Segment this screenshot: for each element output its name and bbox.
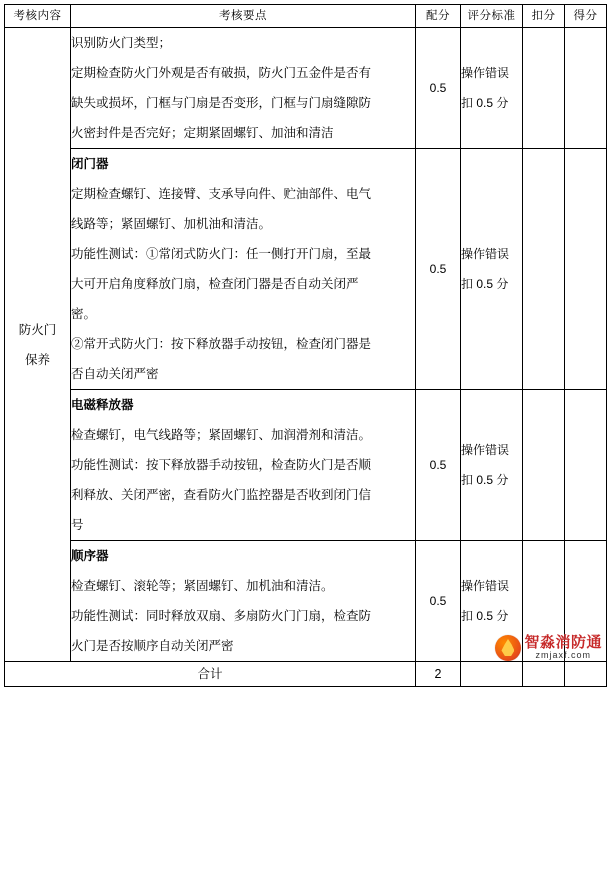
points-line: 功能性测试：按下释放器手动按钮，检查防火门是否顺 bbox=[71, 458, 372, 472]
score-cell: 0.5 bbox=[416, 541, 461, 662]
criteria-line: 扣 0.5 分 bbox=[461, 609, 509, 623]
criteria-line: 操作错误 bbox=[461, 443, 510, 457]
header-cell-result: 得分 bbox=[565, 5, 607, 28]
deduction-cell[interactable] bbox=[523, 28, 565, 149]
points-line: 号 bbox=[71, 518, 84, 532]
points-line: 检查螺钉，电气线路等；紧固螺钉、加润滑剂和清洁。 bbox=[71, 428, 372, 442]
points-line: 缺失或损坏，门框与门扇是否变形，门框与门扇缝隙防 bbox=[71, 96, 372, 110]
points-cell bbox=[71, 28, 416, 149]
criteria-cell bbox=[461, 28, 523, 149]
row-label-line2: 保养 bbox=[24, 352, 50, 367]
total-criteria bbox=[461, 662, 523, 687]
row-label-line1: 防火门 bbox=[18, 322, 57, 337]
header-cell-deduction: 扣分 bbox=[523, 5, 565, 28]
points-subtitle: 闭门器 bbox=[71, 157, 109, 171]
header-cell-points: 考核要点 bbox=[71, 5, 416, 28]
points-line: 火门是否按顺序自动关闭严密 bbox=[71, 639, 234, 653]
criteria-line: 扣 0.5 分 bbox=[461, 277, 509, 291]
total-score: 2 bbox=[416, 662, 461, 687]
points-line: 识别防火门类型； bbox=[71, 36, 172, 50]
criteria-cell bbox=[461, 149, 523, 390]
points-line: 功能性测试：同时释放双扇、多扇防火门门扇，检查防 bbox=[71, 609, 372, 623]
assessment-table bbox=[4, 4, 607, 687]
table-row bbox=[5, 149, 607, 390]
deduction-cell[interactable] bbox=[523, 149, 565, 390]
criteria-line: 操作错误 bbox=[461, 247, 510, 261]
score-cell: 0.5 bbox=[416, 390, 461, 541]
document-page bbox=[4, 4, 606, 687]
points-subtitle: 顺序器 bbox=[71, 549, 109, 563]
score-cell: 0.5 bbox=[416, 28, 461, 149]
deduction-cell[interactable] bbox=[523, 390, 565, 541]
points-line: 定期检查防火门外观是否有破损，防火门五金件是否有 bbox=[71, 66, 372, 80]
result-cell[interactable] bbox=[565, 390, 607, 541]
table-row bbox=[5, 541, 607, 662]
points-line: 否自动关闭严密 bbox=[71, 367, 159, 381]
points-subtitle: 电磁释放器 bbox=[71, 398, 134, 412]
points-line: 密。 bbox=[71, 307, 97, 321]
criteria-cell bbox=[461, 390, 523, 541]
points-line: 线路等；紧固螺钉、加机油和清洁。 bbox=[71, 217, 272, 231]
criteria-line: 操作错误 bbox=[461, 579, 510, 593]
points-line: 功能性测试：①常闭式防火门：任一侧打开门扇，至最 bbox=[71, 247, 372, 261]
total-deduction[interactable] bbox=[523, 662, 565, 687]
row-label-fire-door-maintenance bbox=[5, 28, 71, 662]
points-cell bbox=[71, 390, 416, 541]
watermark-domain: zmjaxf.com bbox=[535, 650, 591, 661]
points-line: 定期检查螺钉、连接臂、支承导向件、贮油部件、电气 bbox=[71, 187, 372, 201]
deduction-cell[interactable] bbox=[523, 541, 565, 662]
header-cell-content: 考核内容 bbox=[5, 5, 71, 28]
total-label: 合计 bbox=[5, 662, 416, 687]
points-line: 大可开启角度释放门扇，检查闭门器是否自动关闭严 bbox=[71, 277, 359, 291]
header-cell-score: 配分 bbox=[416, 5, 461, 28]
table-header-row bbox=[5, 5, 607, 28]
points-line: ②常开式防火门：按下释放器手动按钮，检查闭门器是 bbox=[71, 337, 372, 351]
total-result[interactable] bbox=[565, 662, 607, 687]
result-cell[interactable] bbox=[565, 541, 607, 662]
criteria-line: 操作错误 bbox=[461, 66, 510, 80]
score-cell: 0.5 bbox=[416, 149, 461, 390]
result-cell[interactable] bbox=[565, 149, 607, 390]
criteria-cell bbox=[461, 541, 523, 662]
table-row bbox=[5, 28, 607, 149]
points-cell bbox=[71, 149, 416, 390]
table-row bbox=[5, 390, 607, 541]
result-cell[interactable] bbox=[565, 28, 607, 149]
criteria-line: 扣 0.5 分 bbox=[461, 96, 509, 110]
points-line: 利释放、关闭严密，查看防火门监控器是否收到闭门信 bbox=[71, 488, 372, 502]
criteria-line: 扣 0.5 分 bbox=[461, 473, 509, 487]
total-row bbox=[5, 662, 607, 687]
points-line: 检查螺钉、滚轮等；紧固螺钉、加机油和清洁。 bbox=[71, 579, 334, 593]
points-line: 火密封件是否完好；定期紧固螺钉、加油和清洁 bbox=[71, 126, 334, 140]
watermark-brand: 智淼消防通 bbox=[524, 634, 602, 652]
points-cell bbox=[71, 541, 416, 662]
header-cell-criteria: 评分标准 bbox=[461, 5, 523, 28]
